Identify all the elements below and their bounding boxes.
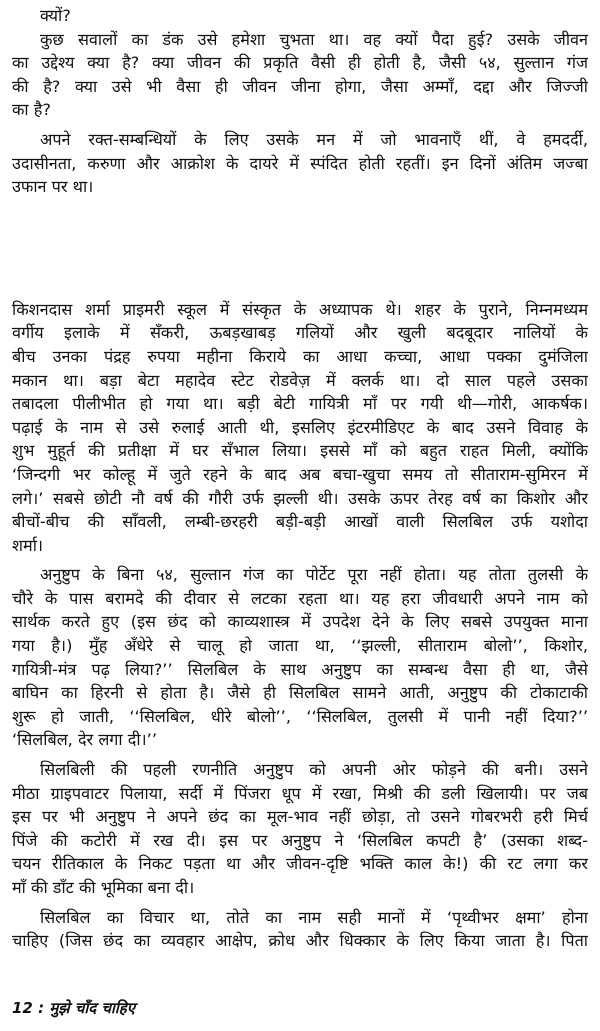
text-line: अपने रक्त-सम्बन्धियों के लिए उसके मन में जो भावनाएँ थीं, वे हमदर्दी, <box>40 129 588 149</box>
text-line: बीचों-बीच की साँवली, लम्बी-छरहरी बड़ी-बड़ी आखों वाली सिलबिल उर्फ यशोदा <box>12 512 588 532</box>
text-line: उफान पर था। <box>12 177 94 197</box>
text-line: सिलबिल का विचार था, तोते का नाम सही मानों में ‘पृथ्वीभर क्षमा’ होना <box>40 907 588 927</box>
text-line: शर्मा। <box>12 535 44 555</box>
book-title: मुझे चाँद चाहिए <box>49 999 136 1017</box>
text-line: की है? क्या उसे भी वैसा ही जीवन जीना होगा, जैसा अम्माँ, दद्दा और जिज्जी <box>12 76 588 96</box>
text-line: उदासीनता, करुणा और आक्रोश के दायरे में स्पंदित होती रहतीं। इन दिनों अंतिम जज्बा <box>12 153 588 173</box>
text-line: ‘जिन्दगी भर कोल्हू में जुते रहने के बाद अब बचा-खुचा समय तो सीताराम-सुमिरन में <box>12 464 588 484</box>
text-line: माँ की डाँट की भूमिका बना दी। <box>12 878 195 897</box>
text-line: मकान था। बड़ा बेटा महादेव स्टेट रोडवेज़ में क्लर्क था। दो साल पहले उसका <box>12 370 588 390</box>
text-line: मीठा ग्राइपवाटर पिलाया, सर्दी में पिंजरा धूप में रखा, मिश्री की डली खिलायी। पर जब <box>12 783 588 803</box>
text-line: गायित्री-मंत्र पढ़ लिया?’’ सिलबिल के साथ अनुष्टुप का सम्बन्ध वैसा ही था, जैसे <box>12 659 588 679</box>
text-line: का उद्देश्य क्या है? क्या जीवन की प्रकृति वैसी ही होती है, जैसी ५४, सुल्तान गंज <box>12 53 588 73</box>
section-1 <box>12 4 588 199</box>
text-line: गया है।) मुँह अँधेरे से चालू हो जाता था, ‘‘झल्ली, सीताराम बोलो’’, किशोर, <box>12 636 588 656</box>
text-line: लगे।’ सबसे छोटी नौ वर्ष की गौरी उर्फ झल्ली थी। उसके ऊपर तेरह वर्ष का किशोर और <box>12 488 588 508</box>
text-line: चाहिए (जिस छंद का व्यवहार आक्षेप, क्रोध और धिक्कार के लिए किया जाता है। पिता <box>12 931 588 951</box>
page-number: 12 <box>12 999 33 1017</box>
text-line: अनुष्टुप के बिना ५४, सुल्तान गंज का पोर्टेट पूरा नहीं होता। यह तोता तुलसी के <box>40 565 588 585</box>
text-line: शुभ मुहूर्त की प्रतीक्षा में घर सँभाल लिया। इससे माँ को बहुत राहत मिली, क्योंकि <box>12 441 588 461</box>
text-line: का है? <box>12 100 51 120</box>
text-line: क्यों? <box>40 6 71 25</box>
text-line: कुछ सवालों का डंक उसे हमेशा चुभता था। वह क्यों पैदा हुई? उसके जीवन <box>40 29 588 49</box>
footer-separator: : <box>32 999 50 1017</box>
text-line: तबादला पीलीभीत हो गया था। बड़ी बेटी गायित्री माँ पर गयी थी—गोरी, आकर्षक। <box>12 394 588 414</box>
text-line: वर्गीय इलाके में सँकरी, ऊबड़खाबड़ गलियों और खुली बदबूदार नालियों के <box>12 323 588 343</box>
section-break <box>12 199 588 298</box>
text-line: सार्थक करते हुए (इस छंद को काव्यशास्त्र में उपदेश देने के लिए सबसे उपयुक्त माना <box>12 612 588 632</box>
page-footer <box>12 998 135 1018</box>
text-line: पढ़ाई के नाम से उसे रुलाई आती थी, इसलिए इंटरमीडिएट के बाद उसने विवाह के <box>12 417 588 437</box>
text-line: सिलबिली की पहली रणनीति अनुष्टुप को अपनी ओर फोड़ने की बनी। उसने <box>40 760 588 780</box>
text-line: बीच उनका पंद्रह रुपया महीना किराये का आधा कच्चा, आधा पक्का दुमंजिला <box>12 346 588 366</box>
section-2 <box>12 298 588 953</box>
text-line: चयन रीतिकाल के निकट पड़ता था और जीवन-दृष्टि भक्ति काल के!) की रट लगा कर <box>12 854 588 874</box>
text-line: बाघिन का हिरनी से होता है। जैसे ही सिलबिल सामने आती, अनुष्टुप की टोकाटाकी <box>12 683 588 703</box>
text-line: किशनदास शर्मा प्राइमरी स्कूल में संस्कृत के अध्यापक थे। शहर के पुराने, निम्नमध्यम <box>12 299 588 319</box>
text-line: चौरे के पास बरामदे की दीवार से लटका रहता था। यह हरा जीवधारी अपने नाम को <box>12 588 588 608</box>
text-line: ‘सिलबिल, देर लगा दी।’’ <box>12 730 157 750</box>
text-line: इस पर भी अनुष्टुप ने अपने छंद का मूल-भाव नहीं छोड़ा, तो उसने गोबरभरी हरी मिर्च <box>12 807 588 827</box>
text-line: शुरू हो जाती, ‘‘सिलबिल, धीरे बोलो’’, ‘‘सिलबिल, तुलसी में पानी नहीं दिया?’’ <box>12 706 588 726</box>
text-line: पिंजे की कटोरी में रख दी। इस पर अनुष्टुप ने ‘सिलबिल कपटी है’ (उसका शब्द- <box>12 830 588 850</box>
